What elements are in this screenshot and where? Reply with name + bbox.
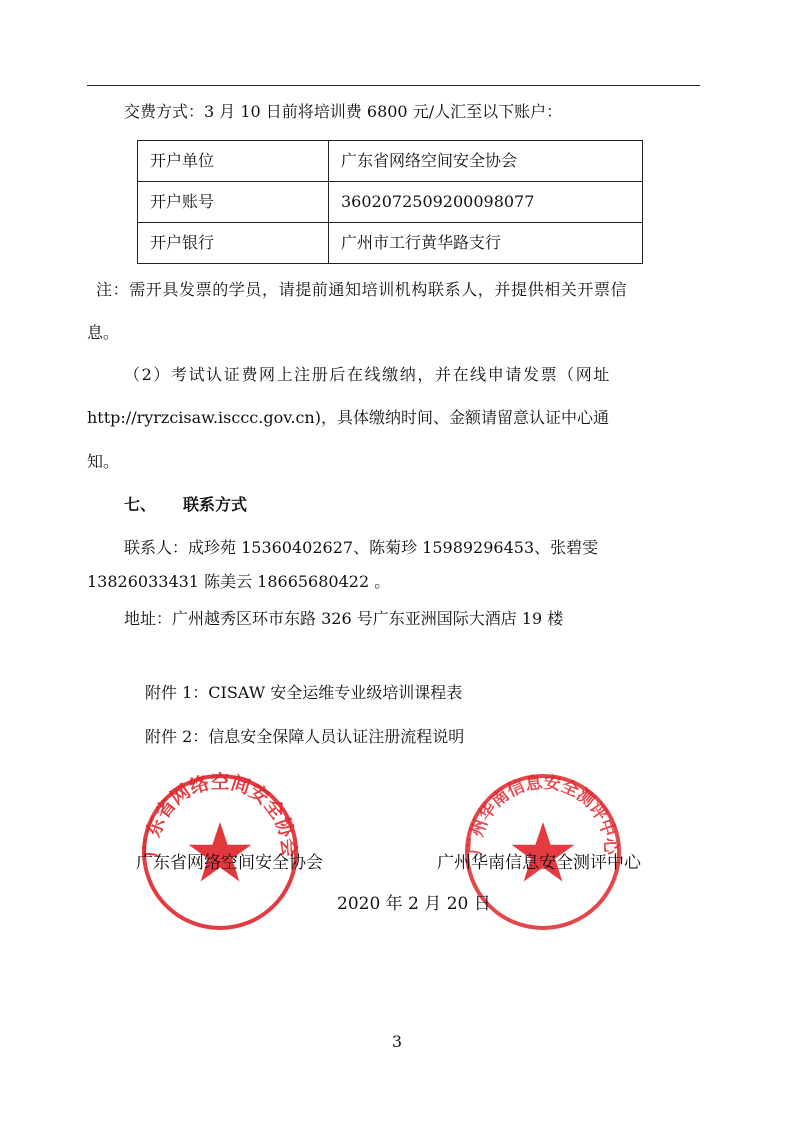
note-line-2: 息。	[87, 323, 120, 342]
svg-text:广州华南信息安全测评中心: 广州华南信息安全测评中心	[465, 772, 621, 856]
table-cell-value: 3602072509200098077	[329, 182, 643, 223]
item2-line-1: （2）考试认证费网上注册后在线缴纳，并在线申请发票（网址	[124, 365, 611, 384]
table-cell-label: 开户银行	[138, 223, 329, 264]
signature-date: 2020 年 2 月 20 日	[337, 894, 491, 914]
table-cell-label: 开户单位	[138, 141, 329, 182]
table-row	[138, 182, 643, 223]
page-number: 3	[391, 1032, 403, 1051]
account-table	[137, 140, 643, 264]
table-cell-value: 广州市工行黄华路支行	[329, 223, 643, 264]
attachment-2: 附件 2：信息安全保障人员认证注册流程说明	[145, 727, 465, 746]
table-row	[138, 141, 643, 182]
item2-line-3: 知。	[87, 452, 120, 471]
header-rule	[87, 85, 700, 86]
address-text: 地址：广州越秀区环市东路 326 号广东亚洲国际大酒店 19 楼	[124, 609, 564, 628]
signature-org-1: 广东省网络空间安全协会	[136, 853, 323, 873]
payment-method-text: 交费方式：3 月 10 日前将培训费 6800 元/人汇至以下账户：	[124, 102, 563, 121]
section-7-number: 七、	[124, 495, 157, 514]
table-cell-label: 开户账号	[138, 182, 329, 223]
table-row	[138, 223, 643, 264]
contacts-line-1: 联系人：成珍苑 15360402627、陈菊珍 15989296453、张碧雯	[124, 538, 599, 557]
signature-org-2: 广州华南信息安全测评中心	[437, 853, 641, 873]
table-cell-value: 广东省网络空间安全协会	[329, 141, 643, 182]
contacts-line-2: 13826033431 陈美云 18665680422 。	[87, 572, 391, 591]
section-7-title: 联系方式	[183, 495, 248, 514]
svg-text:广东省网络空间安全协会: 广东省网络空间安全协会	[140, 772, 300, 858]
item2-line-2: http://ryrzcisaw.isccc.gov.cn)，具体缴纳时间、金额请留意认证中心通	[87, 408, 609, 427]
attachment-1: 附件 1：CISAW 安全运维专业级培训课程表	[145, 683, 463, 702]
note-line-1: 注：需开具发票的学员，请提前通知培训机构联系人，并提供相关开票信	[96, 280, 628, 299]
